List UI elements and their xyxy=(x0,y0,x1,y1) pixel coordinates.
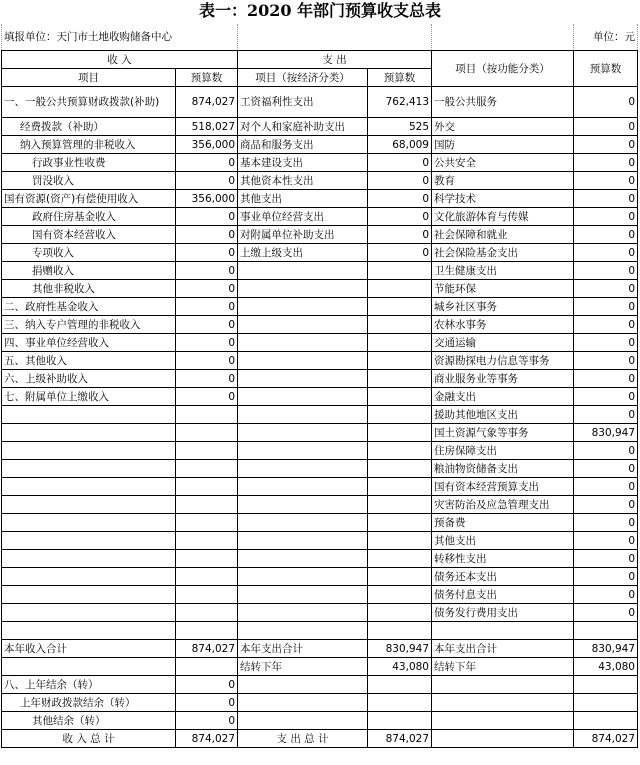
func-item-cell: 农林水事务 xyxy=(432,316,574,334)
func-item-cell: 国土资源气象等事务 xyxy=(432,424,574,442)
func-item-cell: 社会保障和就业 xyxy=(432,226,574,244)
econ-item-cell: 上缴上级支出 xyxy=(238,244,368,262)
econ-budget-cell xyxy=(368,550,432,568)
econ-budget-cell: 0 xyxy=(368,226,432,244)
func-budget-cell: 0 xyxy=(574,604,638,622)
income-item-cell xyxy=(2,442,176,460)
econ-item-cell xyxy=(238,460,368,478)
econ-budget-cell xyxy=(368,532,432,550)
econ-item-cell xyxy=(238,712,368,730)
func-item-cell: 卫生健康支出 xyxy=(432,262,574,280)
table-row xyxy=(2,370,638,388)
econ-budget-cell xyxy=(368,334,432,352)
econ-budget-cell: 0 xyxy=(368,172,432,190)
econ-item-cell xyxy=(238,478,368,496)
econ-item-cell xyxy=(238,406,368,424)
econ-item-cell xyxy=(238,334,368,352)
econ-item-cell xyxy=(238,676,368,694)
table-row xyxy=(2,676,638,694)
econ-item-cell: 支 出 总 计 xyxy=(238,730,368,748)
func-budget-cell xyxy=(574,622,638,640)
income-item-cell: 本年收入合计 xyxy=(2,640,176,658)
income-budget-cell: 0 xyxy=(176,172,238,190)
income-item-cell: 三、纳入专户管理的非税收入 xyxy=(2,316,176,334)
func-item-cell: 结转下年 xyxy=(432,658,574,676)
func-item-cell: 国防 xyxy=(432,136,574,154)
func-budget-cell xyxy=(574,712,638,730)
econ-budget-cell xyxy=(368,496,432,514)
func-item-cell: 灾害防治及应急管理支出 xyxy=(432,496,574,514)
income-budget-cell: 0 xyxy=(176,712,238,730)
econ-item-cell: 基本建设支出 xyxy=(238,154,368,172)
func-budget-cell: 0 xyxy=(574,478,638,496)
econ-item-cell xyxy=(238,532,368,550)
income-item-cell xyxy=(2,550,176,568)
func-budget-cell: 0 xyxy=(574,244,638,262)
income-item-cell: 收 入 总 计 xyxy=(2,730,176,748)
income-budget-cell: 0 xyxy=(176,388,238,406)
econ-item-cell: 本年支出合计 xyxy=(238,640,368,658)
func-item-cell: 交通运输 xyxy=(432,334,574,352)
table-row xyxy=(2,550,638,568)
func-budget-cell: 0 xyxy=(574,118,638,136)
table-row xyxy=(2,586,638,604)
func-item-cell: 教育 xyxy=(432,172,574,190)
income-budget-cell: 0 xyxy=(176,226,238,244)
func-budget-cell xyxy=(574,676,638,694)
table-row xyxy=(2,172,638,190)
income-budget-cell xyxy=(176,442,238,460)
table-row xyxy=(2,460,638,478)
econ-item-cell xyxy=(238,298,368,316)
table-row xyxy=(2,442,638,460)
income-item-cell: 八、上年结余（转） xyxy=(2,676,176,694)
econ-budget-cell: 43,080 xyxy=(368,658,432,676)
econ-item-cell xyxy=(238,568,368,586)
econ-item-cell xyxy=(238,604,368,622)
income-item-cell: 专项收入 xyxy=(2,244,176,262)
func-item-cell: 援助其他地区支出 xyxy=(432,406,574,424)
func-budget-cell: 0 xyxy=(574,154,638,172)
filing-blank xyxy=(238,24,432,51)
func-budget-cell: 830,947 xyxy=(574,640,638,658)
income-budget-cell: 0 xyxy=(176,316,238,334)
econ-budget-cell xyxy=(368,406,432,424)
econ-budget-cell: 830,947 xyxy=(368,640,432,658)
func-item-cell: 粮油物资储备支出 xyxy=(432,460,574,478)
income-budget-cell xyxy=(176,514,238,532)
econ-item-cell xyxy=(238,262,368,280)
income-budget-cell: 0 xyxy=(176,280,238,298)
table-row xyxy=(2,298,638,316)
econ-budget-cell: 874,027 xyxy=(368,730,432,748)
income-budget-cell: 0 xyxy=(176,352,238,370)
econ-item-cell: 对附属单位补助支出 xyxy=(238,226,368,244)
econ-budget-cell: 0 xyxy=(368,208,432,226)
func-item-cell: 社会保险基金支出 xyxy=(432,244,574,262)
budget-table xyxy=(1,24,638,748)
econ-budget-cell xyxy=(368,568,432,586)
income-item-cell xyxy=(2,604,176,622)
func-item-cell xyxy=(432,730,574,748)
func-budget-cell: 0 xyxy=(574,370,638,388)
income-budget-cell: 0 xyxy=(176,334,238,352)
unit-label: 单位：元 xyxy=(574,24,638,51)
econ-budget-cell: 0 xyxy=(368,190,432,208)
income-item-cell: 国有资本经营收入 xyxy=(2,226,176,244)
econ-item-cell: 商品和服务支出 xyxy=(238,136,368,154)
page-title: 表一：2020 年部门预算收支总表 xyxy=(198,1,442,20)
econ-budget-cell xyxy=(368,352,432,370)
income-budget-cell xyxy=(176,622,238,640)
econ-budget-cell xyxy=(368,478,432,496)
income-budget-cell: 0 xyxy=(176,298,238,316)
func-budget-cell: 0 xyxy=(574,172,638,190)
table-row xyxy=(2,87,638,118)
econ-item-cell: 其他支出 xyxy=(238,190,368,208)
table-row xyxy=(2,640,638,658)
income-budget-cell: 874,027 xyxy=(176,87,238,118)
income-budget-cell: 874,027 xyxy=(176,640,238,658)
table-row xyxy=(2,352,638,370)
econ-budget-cell xyxy=(368,586,432,604)
filing-blank-2 xyxy=(432,24,574,51)
econ-budget-cell xyxy=(368,442,432,460)
income-item-cell: 罚没收入 xyxy=(2,172,176,190)
econ-budget-cell xyxy=(368,370,432,388)
filing-unit: 填报单位：天门市土地收购储备中心 xyxy=(2,24,238,51)
table-row xyxy=(2,406,638,424)
econ-budget-cell: 0 xyxy=(368,244,432,262)
econ-budget-header: 预算数 xyxy=(368,69,432,87)
table-row xyxy=(2,478,638,496)
func-item-cell: 商业服务业等事务 xyxy=(432,370,574,388)
table-row xyxy=(2,334,638,352)
func-budget-cell: 0 xyxy=(574,208,638,226)
income-budget-cell xyxy=(176,532,238,550)
income-budget-cell: 0 xyxy=(176,370,238,388)
income-budget-cell xyxy=(176,478,238,496)
func-budget-cell: 0 xyxy=(574,496,638,514)
econ-budget-cell xyxy=(368,694,432,712)
table-row xyxy=(2,424,638,442)
income-item-cell xyxy=(2,424,176,442)
econ-item-cell xyxy=(238,280,368,298)
econ-item-cell xyxy=(238,370,368,388)
func-budget-cell xyxy=(574,694,638,712)
income-item-cell xyxy=(2,514,176,532)
income-item-cell: 四、事业单位经营收入 xyxy=(2,334,176,352)
income-item-cell xyxy=(2,568,176,586)
income-group-header: 收 入 xyxy=(2,51,238,69)
income-item-cell xyxy=(2,478,176,496)
table-row xyxy=(2,154,638,172)
econ-item-cell: 结转下年 xyxy=(238,658,368,676)
income-budget-cell xyxy=(176,406,238,424)
func-item-cell xyxy=(432,676,574,694)
func-budget-cell: 0 xyxy=(574,352,638,370)
income-budget-cell: 0 xyxy=(176,208,238,226)
func-item-cell: 债务发行费用支出 xyxy=(432,604,574,622)
econ-item-cell xyxy=(238,352,368,370)
income-budget-cell: 356,000 xyxy=(176,136,238,154)
econ-budget-cell: 525 xyxy=(368,118,432,136)
table-row xyxy=(2,280,638,298)
func-item-cell xyxy=(432,694,574,712)
econ-item-cell xyxy=(238,694,368,712)
func-item-cell: 预备费 xyxy=(432,514,574,532)
income-item-header: 项目 xyxy=(2,69,176,87)
income-item-cell: 五、其他收入 xyxy=(2,352,176,370)
table-row xyxy=(2,496,638,514)
func-budget-cell: 874,027 xyxy=(574,730,638,748)
func-item-cell: 金融支出 xyxy=(432,388,574,406)
econ-item-cell xyxy=(238,424,368,442)
func-item-cell: 城乡社区事务 xyxy=(432,298,574,316)
income-budget-cell: 0 xyxy=(176,244,238,262)
income-budget-cell: 874,027 xyxy=(176,730,238,748)
filing-row xyxy=(2,24,638,51)
econ-budget-cell: 762,413 xyxy=(368,87,432,118)
func-budget-cell: 830,947 xyxy=(574,424,638,442)
econ-item-cell xyxy=(238,622,368,640)
econ-item-cell xyxy=(238,316,368,334)
table-row xyxy=(2,118,638,136)
table-row xyxy=(2,622,638,640)
table-row xyxy=(2,712,638,730)
econ-item-cell xyxy=(238,550,368,568)
income-item-cell: 纳入预算管理的非税收入 xyxy=(2,136,176,154)
income-budget-cell: 356,000 xyxy=(176,190,238,208)
func-budget-cell: 0 xyxy=(574,388,638,406)
func-budget-cell: 0 xyxy=(574,460,638,478)
income-item-cell: 政府住房基金收入 xyxy=(2,208,176,226)
func-item-cell: 资源勘探电力信息等事务 xyxy=(432,352,574,370)
income-item-cell: 经费拨款（补助） xyxy=(2,118,176,136)
func-budget-cell: 0 xyxy=(574,298,638,316)
econ-item-header: 项目（按经济分类） xyxy=(238,69,368,87)
econ-budget-cell xyxy=(368,712,432,730)
econ-budget-cell: 68,009 xyxy=(368,136,432,154)
func-budget-cell: 0 xyxy=(574,190,638,208)
income-budget-cell xyxy=(176,424,238,442)
income-item-cell: 上年财政拨款结余（转） xyxy=(2,694,176,712)
income-item-cell: 其他结余（转） xyxy=(2,712,176,730)
func-budget-cell: 0 xyxy=(574,280,638,298)
func-item-cell: 债务还本支出 xyxy=(432,568,574,586)
table-row xyxy=(2,262,638,280)
income-item-cell: 行政事业性收费 xyxy=(2,154,176,172)
func-item-cell: 本年支出合计 xyxy=(432,640,574,658)
func-budget-cell: 0 xyxy=(574,87,638,118)
func-budget-cell: 0 xyxy=(574,226,638,244)
func-item-cell: 外交 xyxy=(432,118,574,136)
income-budget-header: 预算数 xyxy=(176,69,238,87)
table-row xyxy=(2,730,638,748)
func-item-header: 项目（按功能分类） xyxy=(432,51,574,87)
income-item-cell xyxy=(2,460,176,478)
func-item-cell: 一般公共服务 xyxy=(432,87,574,118)
func-item-cell: 科学技术 xyxy=(432,190,574,208)
func-budget-cell: 0 xyxy=(574,514,638,532)
func-item-cell: 债务付息支出 xyxy=(432,586,574,604)
func-item-cell: 节能环保 xyxy=(432,280,574,298)
econ-budget-cell: 0 xyxy=(368,154,432,172)
income-item-cell: 二、政府性基金收入 xyxy=(2,298,176,316)
table-row xyxy=(2,532,638,550)
econ-budget-cell xyxy=(368,298,432,316)
func-budget-cell: 0 xyxy=(574,406,638,424)
income-item-cell: 国有资源(资产)有偿使用收入 xyxy=(2,190,176,208)
econ-budget-cell xyxy=(368,676,432,694)
econ-budget-cell xyxy=(368,424,432,442)
func-budget-cell: 43,080 xyxy=(574,658,638,676)
table-row xyxy=(2,604,638,622)
income-item-cell: 七、附属单位上缴收入 xyxy=(2,388,176,406)
income-item-cell xyxy=(2,406,176,424)
func-budget-cell: 0 xyxy=(574,586,638,604)
income-budget-cell xyxy=(176,658,238,676)
func-item-cell: 转移性支出 xyxy=(432,550,574,568)
func-budget-cell: 0 xyxy=(574,568,638,586)
func-budget-cell: 0 xyxy=(574,262,638,280)
func-item-cell: 公共安全 xyxy=(432,154,574,172)
income-budget-cell xyxy=(176,604,238,622)
table-row xyxy=(2,190,638,208)
table-row xyxy=(2,208,638,226)
income-item-cell xyxy=(2,496,176,514)
func-budget-header: 预算数 xyxy=(574,51,638,87)
econ-item-cell xyxy=(238,442,368,460)
econ-budget-cell xyxy=(368,622,432,640)
income-budget-cell: 0 xyxy=(176,676,238,694)
table-row xyxy=(2,514,638,532)
func-budget-cell: 0 xyxy=(574,550,638,568)
func-item-cell: 其他支出 xyxy=(432,532,574,550)
income-budget-cell xyxy=(176,586,238,604)
table-row xyxy=(2,226,638,244)
income-budget-cell xyxy=(176,550,238,568)
econ-item-cell xyxy=(238,586,368,604)
econ-item-cell xyxy=(238,514,368,532)
income-item-cell: 一、一般公共预算财政拨款(补助) xyxy=(2,87,176,118)
func-item-cell xyxy=(432,712,574,730)
func-budget-cell: 0 xyxy=(574,136,638,154)
func-item-cell: 国有资本经营预算支出 xyxy=(432,478,574,496)
income-item-cell xyxy=(2,622,176,640)
table-row xyxy=(2,244,638,262)
table-row xyxy=(2,658,638,676)
expense-group-header: 支 出 xyxy=(238,51,432,69)
func-item-cell: 文化旅游体育与传媒 xyxy=(432,208,574,226)
func-budget-cell: 0 xyxy=(574,334,638,352)
income-budget-cell: 518,027 xyxy=(176,118,238,136)
table-row xyxy=(2,694,638,712)
econ-budget-cell xyxy=(368,316,432,334)
income-budget-cell xyxy=(176,460,238,478)
econ-budget-cell xyxy=(368,280,432,298)
econ-item-cell: 事业单位经营支出 xyxy=(238,208,368,226)
econ-budget-cell xyxy=(368,460,432,478)
header-row-1 xyxy=(2,51,638,69)
econ-item-cell: 工资福利性支出 xyxy=(238,87,368,118)
income-item-cell: 捐赠收入 xyxy=(2,262,176,280)
income-budget-cell xyxy=(176,568,238,586)
func-budget-cell: 0 xyxy=(574,532,638,550)
econ-item-cell: 其他资本性支出 xyxy=(238,172,368,190)
income-item-cell: 其他非税收入 xyxy=(2,280,176,298)
income-budget-cell: 0 xyxy=(176,694,238,712)
func-item-cell: 住房保障支出 xyxy=(432,442,574,460)
econ-budget-cell xyxy=(368,514,432,532)
func-item-cell xyxy=(432,622,574,640)
table-row xyxy=(2,568,638,586)
income-item-cell: 六、上级补助收入 xyxy=(2,370,176,388)
table-row xyxy=(2,388,638,406)
func-budget-cell: 0 xyxy=(574,442,638,460)
econ-item-cell xyxy=(238,496,368,514)
income-budget-cell xyxy=(176,496,238,514)
econ-item-cell: 对个人和家庭补助支出 xyxy=(238,118,368,136)
income-budget-cell: 0 xyxy=(176,262,238,280)
table-row xyxy=(2,316,638,334)
table-row xyxy=(2,136,638,154)
func-budget-cell: 0 xyxy=(574,316,638,334)
econ-budget-cell xyxy=(368,604,432,622)
income-item-cell xyxy=(2,658,176,676)
econ-item-cell xyxy=(238,388,368,406)
income-item-cell xyxy=(2,586,176,604)
econ-budget-cell xyxy=(368,262,432,280)
econ-budget-cell xyxy=(368,388,432,406)
income-budget-cell: 0 xyxy=(176,154,238,172)
income-item-cell xyxy=(2,532,176,550)
